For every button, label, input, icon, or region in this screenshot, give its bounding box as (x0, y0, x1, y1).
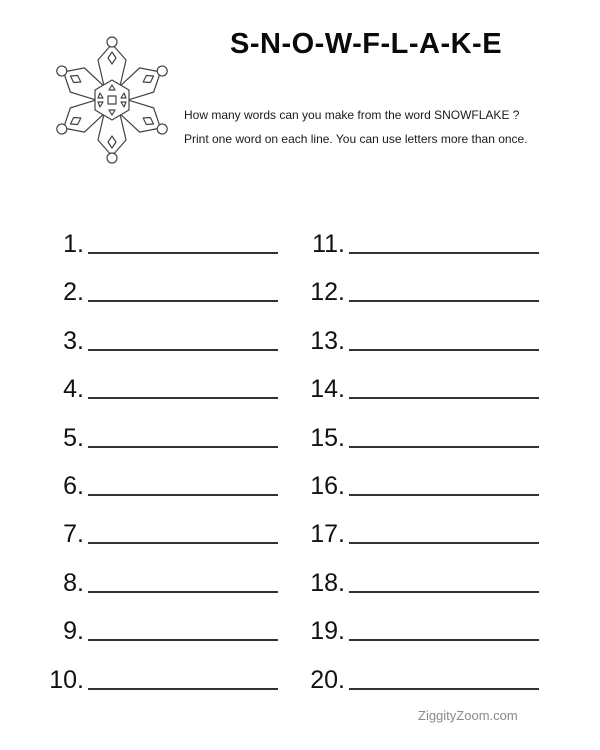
answer-line-input[interactable] (88, 569, 278, 593)
answer-line-input[interactable] (88, 278, 278, 302)
answer-line-input[interactable] (88, 327, 278, 351)
answer-row (34, 459, 278, 499)
answer-number: 12. (310, 278, 345, 307)
answer-number: 18. (310, 568, 345, 597)
answer-number: 15. (310, 423, 345, 452)
answer-number: 10. (49, 665, 84, 694)
answer-line-input[interactable] (349, 230, 539, 254)
answer-line-input[interactable] (88, 666, 278, 690)
answer-line-input[interactable] (349, 278, 539, 302)
answer-number: 3. (63, 326, 84, 355)
answer-row (295, 459, 539, 499)
answer-row (295, 314, 539, 354)
answer-number: 16. (310, 472, 345, 500)
answer-line-input[interactable] (349, 327, 539, 351)
answer-row (34, 604, 278, 644)
worksheet-title: S-N-O-W-F-L-A-K-E (230, 28, 503, 60)
answer-row (34, 411, 278, 451)
answer-number: 14. (310, 375, 345, 404)
answer-number: 9. (63, 617, 84, 646)
answer-row (295, 217, 539, 257)
answer-number: 4. (63, 375, 84, 404)
answer-row (34, 507, 278, 547)
answer-line-input[interactable] (349, 520, 539, 544)
answer-number: 17. (310, 520, 345, 549)
answer-row (34, 314, 278, 354)
answer-number: 8. (63, 568, 84, 597)
answer-row (295, 362, 539, 402)
answer-line-input[interactable] (88, 230, 278, 254)
answer-row (34, 265, 278, 305)
answer-line-input[interactable] (88, 424, 278, 448)
answer-row (34, 556, 278, 596)
answer-row (34, 362, 278, 402)
answer-row (295, 653, 539, 693)
answer-row (295, 507, 539, 547)
answer-row (295, 556, 539, 596)
answer-row (34, 217, 278, 257)
snowflake-icon (30, 28, 195, 168)
answer-row (295, 604, 539, 644)
answer-line-input[interactable] (349, 666, 539, 690)
answer-line-input[interactable] (88, 375, 278, 399)
answer-line-input[interactable] (349, 424, 539, 448)
answer-number: 13. (310, 326, 345, 355)
answer-number: 2. (63, 278, 84, 307)
answer-number: 1. (63, 230, 84, 258)
answer-number: 5. (63, 423, 84, 452)
answer-line-input[interactable] (88, 617, 278, 641)
answer-line-input[interactable] (349, 472, 539, 496)
answer-number: 7. (63, 520, 84, 549)
answer-row (295, 411, 539, 451)
answer-number: 11. (312, 230, 345, 258)
answer-line-input[interactable] (349, 617, 539, 641)
instruction-line-1: How many words can you make from the word SNOWFLAKE ? (184, 108, 520, 122)
answer-line-input[interactable] (88, 520, 278, 544)
site-credit: ZiggityZoom.com (418, 708, 518, 723)
answer-row (295, 265, 539, 305)
answer-line-input[interactable] (349, 569, 539, 593)
answer-number: 20. (310, 665, 345, 694)
instruction-line-2: Print one word on each line. You can use letters more than once. (184, 132, 528, 146)
answer-number: 19. (310, 617, 345, 646)
answer-number: 6. (63, 472, 84, 500)
answer-line-input[interactable] (88, 472, 278, 496)
answer-row (34, 653, 278, 693)
answer-line-input[interactable] (349, 375, 539, 399)
